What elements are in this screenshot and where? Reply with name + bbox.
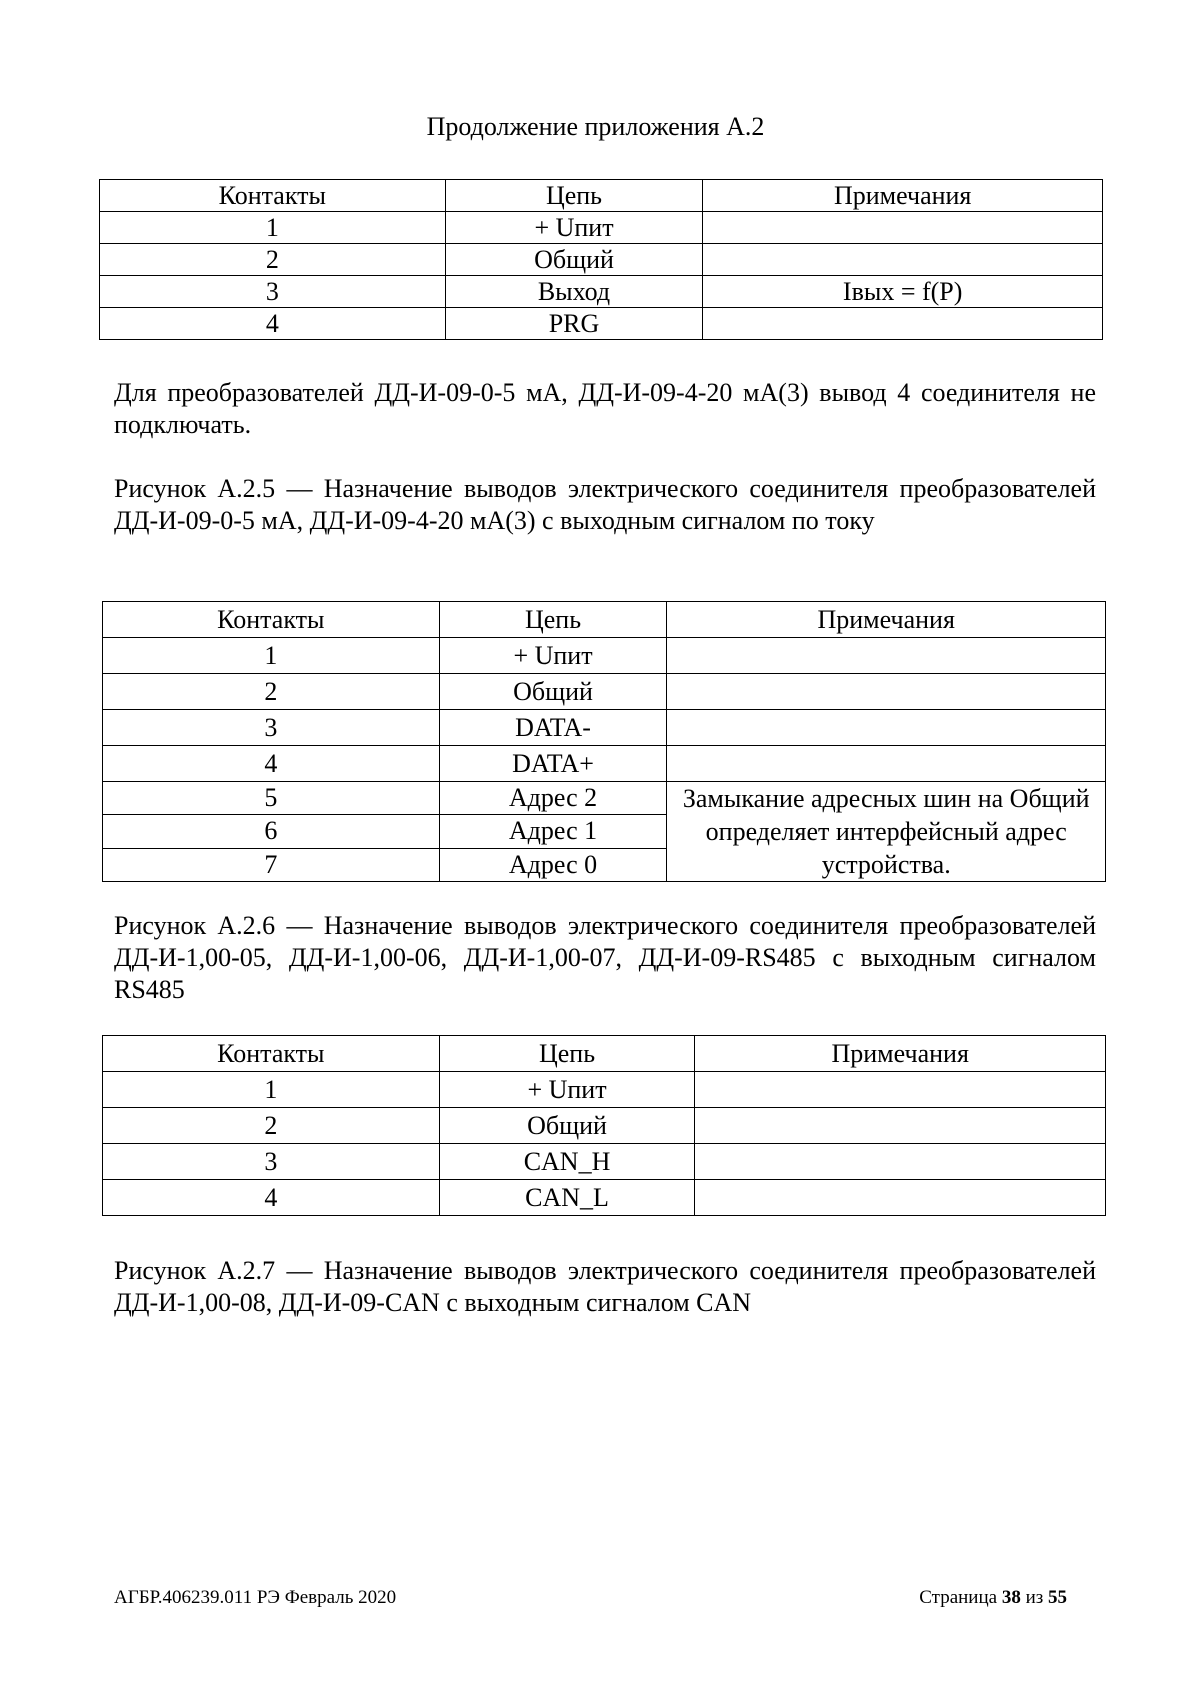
cell-circuit: DATA- [439,710,667,746]
cell-note [667,710,1106,746]
cell-note [667,638,1106,674]
page-of: из [1025,1587,1044,1608]
header-notes: Примечания [667,602,1106,638]
cell-contact: 3 [103,710,440,746]
cell-contact: 2 [103,1108,440,1144]
cell-note [667,674,1106,710]
page-current: 38 [1001,1587,1021,1608]
header-contacts: Контакты [100,180,446,212]
cell-note [695,1108,1106,1144]
cell-contact: 5 [103,782,440,815]
cell-circuit: DATA+ [439,746,667,782]
cell-circuit: + Uпит [445,212,703,244]
cell-circuit: Общий [439,1108,695,1144]
table-row [103,746,1106,782]
figure-caption-a27: Рисунок А.2.7 — Назначение выводов электрического соединителя преобразователей ДД-И-1,00-08, ДД-И-09-CAN с выходным сигналом CAN [114,1256,1096,1317]
header-circuit: Цепь [439,602,667,638]
cell-note: Iвых = f(P) [703,276,1103,308]
cell-note [703,212,1103,244]
cell-contact: 1 [103,638,440,674]
cell-contact: 2 [103,674,440,710]
table-row [103,1072,1106,1108]
cell-contact: 1 [103,1072,440,1108]
page-label: Страница [919,1587,998,1608]
table-row [103,710,1106,746]
cell-note [695,1180,1106,1216]
cell-circuit: + Uпит [439,1072,695,1108]
pin-table-rs485 [102,601,1106,882]
header-notes: Примечания [703,180,1103,212]
table-row [103,674,1106,710]
table-row [100,276,1103,308]
table-row [103,1144,1106,1180]
cell-circuit: Общий [439,674,667,710]
cell-contact: 4 [103,1180,440,1216]
cell-circuit: PRG [445,308,703,340]
page-heading: Продолжение приложения А.2 [426,112,765,141]
cell-circuit: Адрес 2 [439,782,667,815]
table-row [103,1180,1106,1216]
header-contacts: Контакты [103,602,440,638]
table-header-row [103,1036,1106,1072]
cell-circuit: + Uпит [439,638,667,674]
footer-page-number [919,1587,1067,1609]
cell-note [703,244,1103,276]
cell-circuit: Адрес 1 [439,815,667,848]
table-row [100,308,1103,340]
cell-circuit: CAN_L [439,1180,695,1216]
pin-table-can [102,1035,1106,1216]
cell-note [667,746,1106,782]
table-row [103,638,1106,674]
cell-note [695,1144,1106,1180]
header-circuit: Цепь [439,1036,695,1072]
cell-note [703,308,1103,340]
cell-contact: 3 [100,276,446,308]
table-header-row [103,602,1106,638]
cell-circuit: Выход [445,276,703,308]
cell-contact: 6 [103,815,440,848]
table-row [103,1108,1106,1144]
cell-note [695,1072,1106,1108]
page-total: 55 [1048,1587,1067,1608]
header-contacts: Контакты [103,1036,440,1072]
cell-contact: 2 [100,244,446,276]
cell-circuit: Адрес 0 [439,848,667,881]
cell-contact: 4 [100,308,446,340]
cell-contact: 3 [103,1144,440,1180]
cell-contact: 7 [103,848,440,881]
footer-document-id: АГБР.406239.011 РЭ Февраль 2020 [114,1587,397,1608]
table-row [103,782,1106,815]
header-notes: Примечания [695,1036,1106,1072]
table-row [100,244,1103,276]
figure-caption-a25: Рисунок А.2.5 — Назначение выводов электрического соединителя преобразователей ДД-И-09-0-5 мА, ДД-И-09-4-20 мА(3) с выходным сигналом по току [114,474,1096,535]
table-header-row [100,180,1103,212]
cell-circuit: CAN_H [439,1144,695,1180]
note-pin4-not-connected: Для преобразователей ДД-И-09-0-5 мА, ДД-И-09-4-20 мА(3) вывод 4 соединителя не подключать. [114,378,1096,439]
cell-address-note: Замыкание адресных шин на Общий определяет интерфейсный адрес устройства. [667,782,1106,882]
header-circuit: Цепь [445,180,703,212]
cell-contact: 1 [100,212,446,244]
pin-table-current-output [99,179,1103,340]
table-row [100,212,1103,244]
cell-contact: 4 [103,746,440,782]
cell-circuit: Общий [445,244,703,276]
figure-caption-a26: Рисунок А.2.6 — Назначение выводов электрического соединителя преобразователей ДД-И-1,00-05, ДД-И-1,00-06, ДД-И-1,00-07, ДД-И-09-RS485 с выходным сигналом RS485 [114,911,1096,1004]
